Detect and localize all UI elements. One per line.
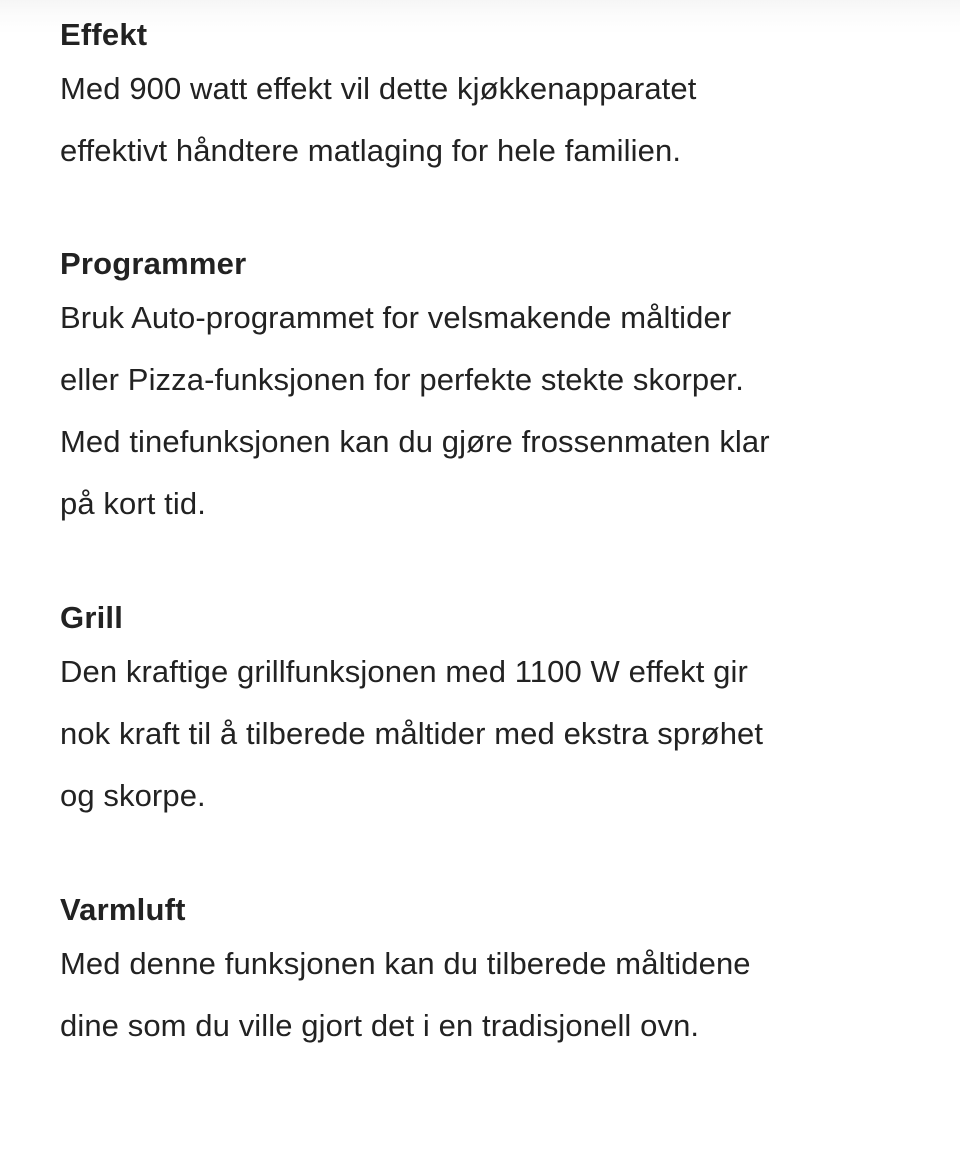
section-description	[60, 287, 920, 535]
section-varmluft	[60, 887, 920, 1057]
text-line: Bruk Auto-programmet for velsmakende måltider	[60, 300, 732, 335]
section-description	[60, 58, 920, 182]
text-line: Den kraftige grillfunksjonen med 1100 W effekt gir	[60, 654, 748, 689]
text-line: eller Pizza-funksjonen for perfekte stekte skorper.	[60, 362, 744, 397]
text-line: og skorpe.	[60, 778, 206, 813]
section-title: Varmluft	[60, 892, 186, 927]
product-features	[60, 12, 920, 1117]
section-title: Grill	[60, 600, 124, 635]
text-line: på kort tid.	[60, 486, 206, 521]
text-line: Med denne funksjonen kan du tilberede måltidene	[60, 946, 751, 981]
section-grill	[60, 595, 920, 827]
section-title: Effekt	[60, 17, 148, 52]
section-description	[60, 641, 920, 827]
text-line: Med 900 watt effekt vil dette kjøkkenapparatet	[60, 71, 697, 106]
section-title: Programmer	[60, 246, 247, 281]
text-line: Med tinefunksjonen kan du gjøre frossenmaten klar	[60, 424, 770, 459]
text-line: effektivt håndtere matlaging for hele familien.	[60, 133, 682, 168]
section-programmer	[60, 241, 920, 535]
section-effekt	[60, 12, 920, 182]
section-description	[60, 933, 920, 1057]
text-line: nok kraft til å tilberede måltider med ekstra sprøhet	[60, 716, 764, 751]
text-line: dine som du ville gjort det i en tradisjonell ovn.	[60, 1008, 700, 1043]
